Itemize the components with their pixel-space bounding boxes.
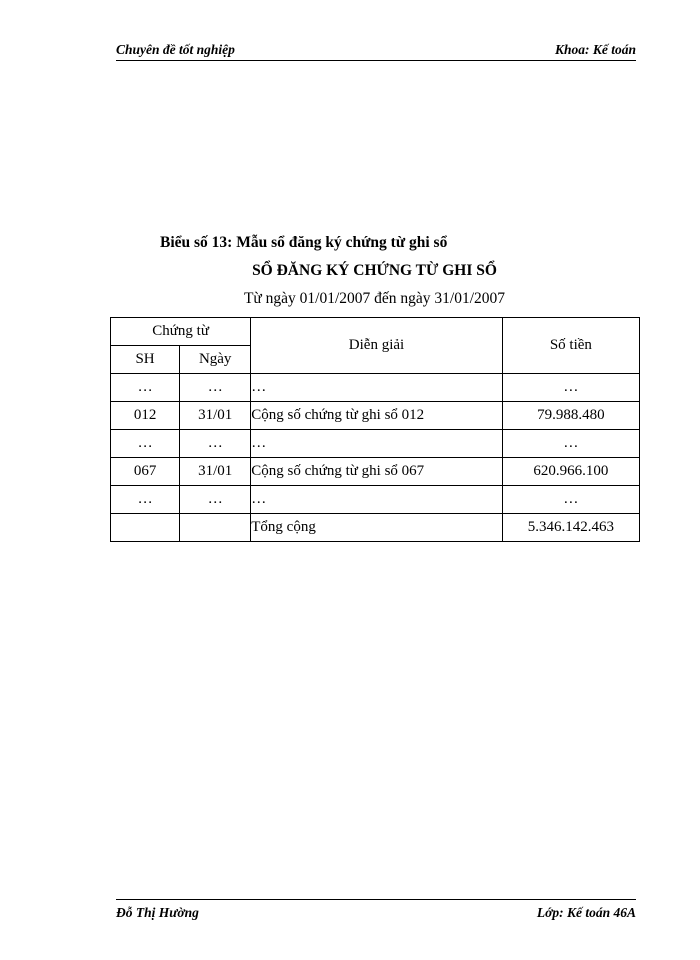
header-so-tien: Số tiền bbox=[502, 318, 639, 374]
cell-ngay: 31/01 bbox=[180, 458, 251, 486]
cell-sh: 067 bbox=[111, 458, 180, 486]
header-dien-giai: Diễn giải bbox=[251, 318, 502, 374]
table-total-row bbox=[111, 514, 640, 542]
table-row bbox=[111, 458, 640, 486]
cell-sh: … bbox=[111, 374, 180, 402]
cell-sh: … bbox=[111, 430, 180, 458]
cell-dien-giai: … bbox=[251, 374, 502, 402]
document-title: SỔ ĐĂNG KÝ CHỨNG TỪ GHI SỔ bbox=[252, 262, 497, 279]
cell-so-tien: … bbox=[502, 374, 639, 402]
table-row bbox=[111, 430, 640, 458]
cell-ngay: … bbox=[180, 486, 251, 514]
cell-dien-giai: … bbox=[251, 430, 502, 458]
header-department: Khoa: Kế toán bbox=[554, 42, 636, 57]
footer-class: Lớp: Kế toán 46A bbox=[536, 905, 636, 920]
header-chung-tu: Chứng từ bbox=[111, 318, 251, 346]
cell-sh: … bbox=[111, 486, 180, 514]
cell-dien-giai: Cộng số chứng từ ghi sổ 012 bbox=[251, 402, 502, 430]
cell-dien-giai: Cộng số chứng từ ghi sổ 067 bbox=[251, 458, 502, 486]
table-header-row bbox=[111, 318, 640, 346]
cell-ngay bbox=[180, 514, 251, 542]
page-footer bbox=[116, 899, 636, 922]
table-row bbox=[111, 486, 640, 514]
table-row bbox=[111, 374, 640, 402]
footer-author: Đỗ Thị Hường bbox=[116, 905, 199, 920]
cell-ngay: 31/01 bbox=[180, 402, 251, 430]
cell-so-tien: 79.988.480 bbox=[502, 402, 639, 430]
page-header bbox=[116, 40, 636, 61]
cell-sh bbox=[111, 514, 180, 542]
header-subject: Chuyên đề tốt nghiệp bbox=[116, 42, 235, 57]
date-range: Từ ngày 01/01/2007 đến ngày 31/01/2007 bbox=[243, 290, 506, 307]
cell-ngay: … bbox=[180, 374, 251, 402]
cell-so-tien: … bbox=[502, 486, 639, 514]
cell-ngay: … bbox=[180, 430, 251, 458]
table-row bbox=[111, 402, 640, 430]
figure-caption: Biểu số 13: Mẫu sổ đăng ký chứng từ ghi sổ bbox=[160, 234, 448, 251]
cell-so-tien: 5.346.142.463 bbox=[502, 514, 639, 542]
cell-so-tien: 620.966.100 bbox=[502, 458, 639, 486]
header-sh: SH bbox=[111, 346, 180, 374]
cell-sh: 012 bbox=[111, 402, 180, 430]
header-ngay: Ngày bbox=[180, 346, 251, 374]
ledger-table bbox=[110, 317, 640, 542]
cell-dien-giai: Tổng cộng bbox=[251, 514, 502, 542]
cell-so-tien: … bbox=[502, 430, 639, 458]
cell-dien-giai: … bbox=[251, 486, 502, 514]
